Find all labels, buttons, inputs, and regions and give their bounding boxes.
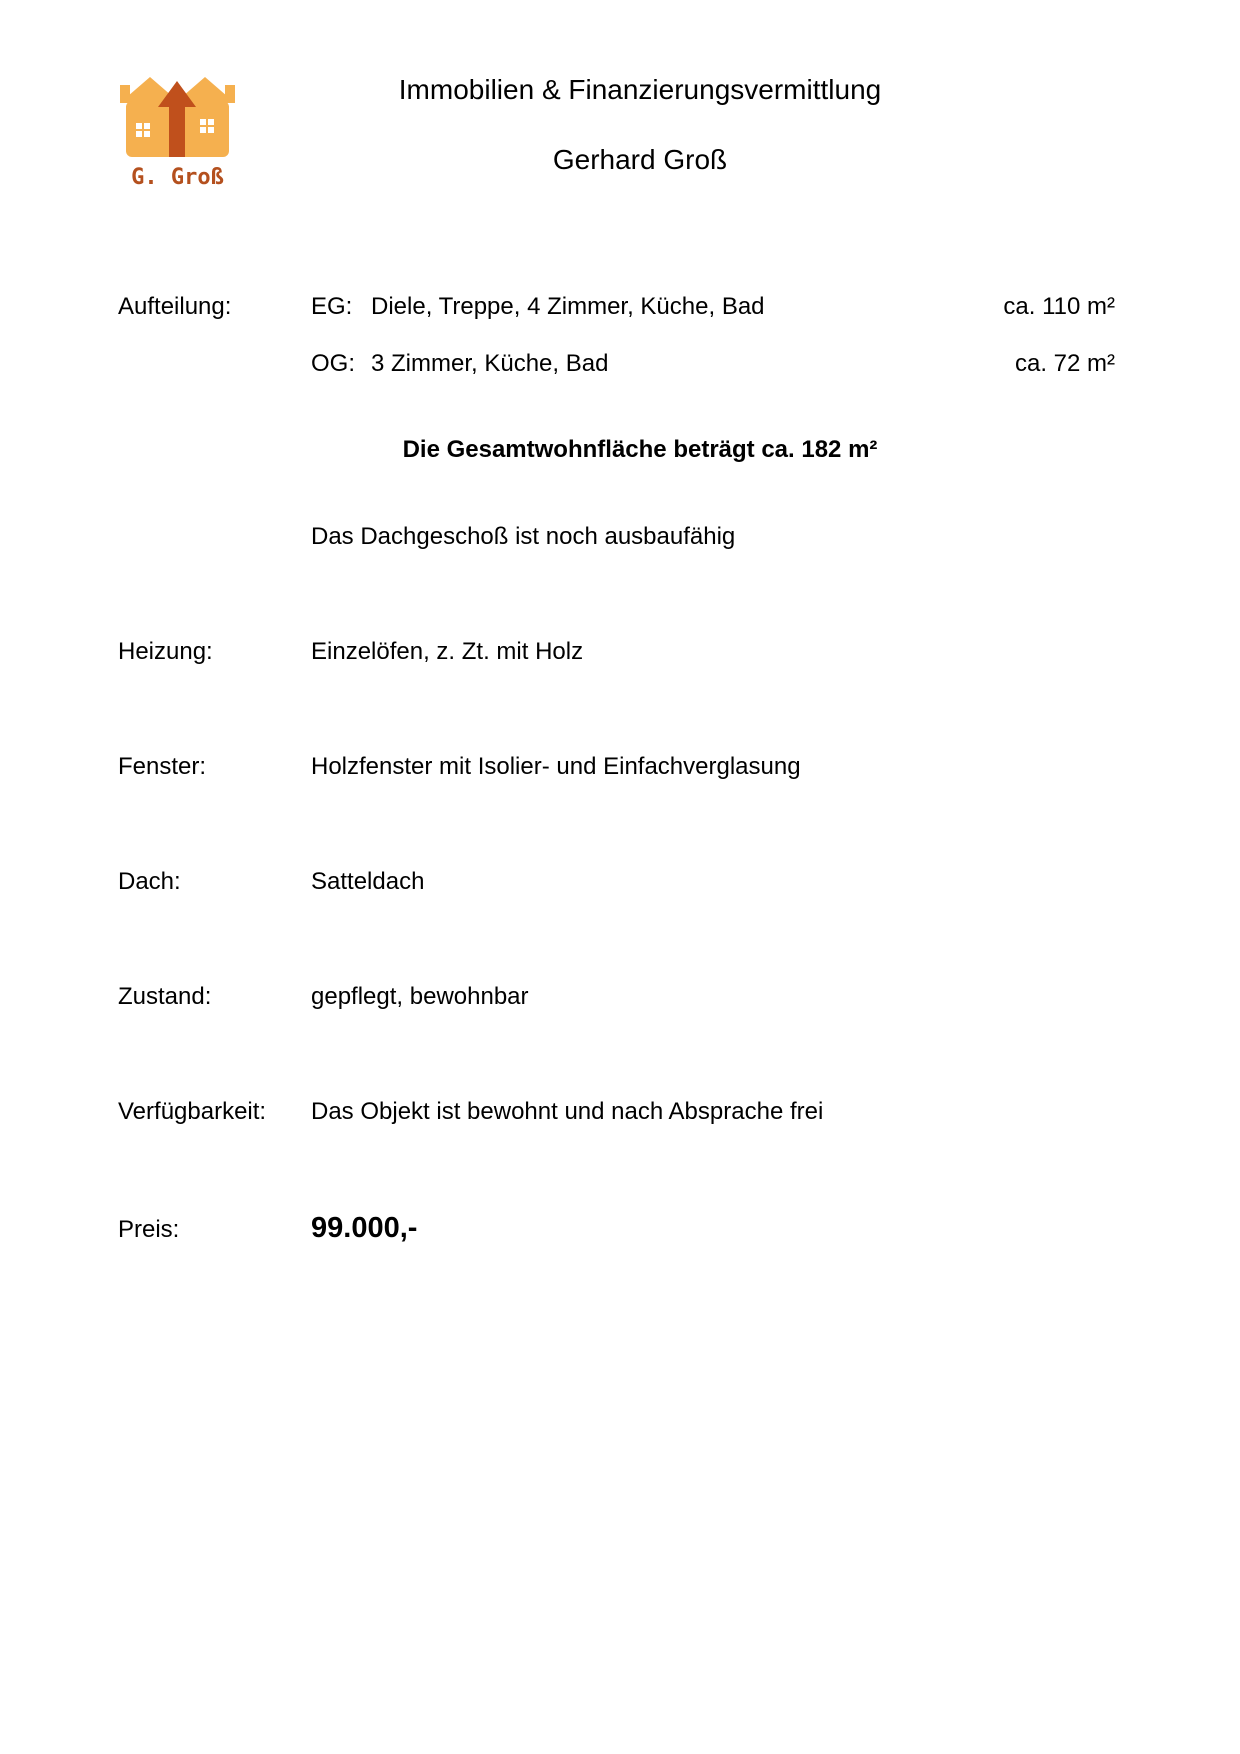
owner-name: Gerhard Groß xyxy=(552,144,728,175)
heizung-value: Einzelöfen, z. Zt. mit Holz xyxy=(311,638,584,665)
fenster-label: Fenster: xyxy=(118,753,207,780)
preis-value: 99.000,- xyxy=(311,1212,418,1244)
attic-note: Das Dachgeschoß ist noch ausbaufähig xyxy=(311,523,736,550)
house-arrow-icon xyxy=(120,75,235,165)
verfuegbarkeit-label: Verfügbarkeit: xyxy=(118,1098,267,1125)
company-logo xyxy=(120,75,235,195)
floor-rooms: 3 Zimmer, Küche, Bad xyxy=(371,350,609,377)
fenster-value: Holzfenster mit Isolier- und Einfachverglasung xyxy=(311,753,801,780)
verfuegbarkeit-value: Das Objekt ist bewohnt und nach Absprache frei xyxy=(311,1098,824,1125)
total-living-area: Die Gesamtwohnfläche beträgt ca. 182 m² xyxy=(402,436,878,463)
dach-label: Dach: xyxy=(118,868,181,895)
floor-row-og xyxy=(311,350,608,378)
aufteilung-label: Aufteilung: xyxy=(118,293,232,320)
preis-label: Preis: xyxy=(118,1216,180,1243)
zustand-label: Zustand: xyxy=(118,983,212,1010)
dach-value: Satteldach xyxy=(311,868,425,895)
heizung-label: Heizung: xyxy=(118,638,213,665)
floor-area-og: ca. 72 m² xyxy=(1014,350,1115,377)
zustand-value: gepflegt, bewohnbar xyxy=(311,983,529,1010)
company-name: Immobilien & Finanzierungsvermittlung xyxy=(398,74,882,105)
floor-prefix: EG: xyxy=(311,293,353,320)
floor-rooms: Diele, Treppe, 4 Zimmer, Küche, Bad xyxy=(371,293,765,320)
floor-prefix: OG: xyxy=(311,350,356,377)
floor-area-eg: ca. 110 m² xyxy=(1003,293,1115,320)
floor-row-eg xyxy=(311,293,765,321)
logo-text: G. Groß xyxy=(131,165,224,190)
